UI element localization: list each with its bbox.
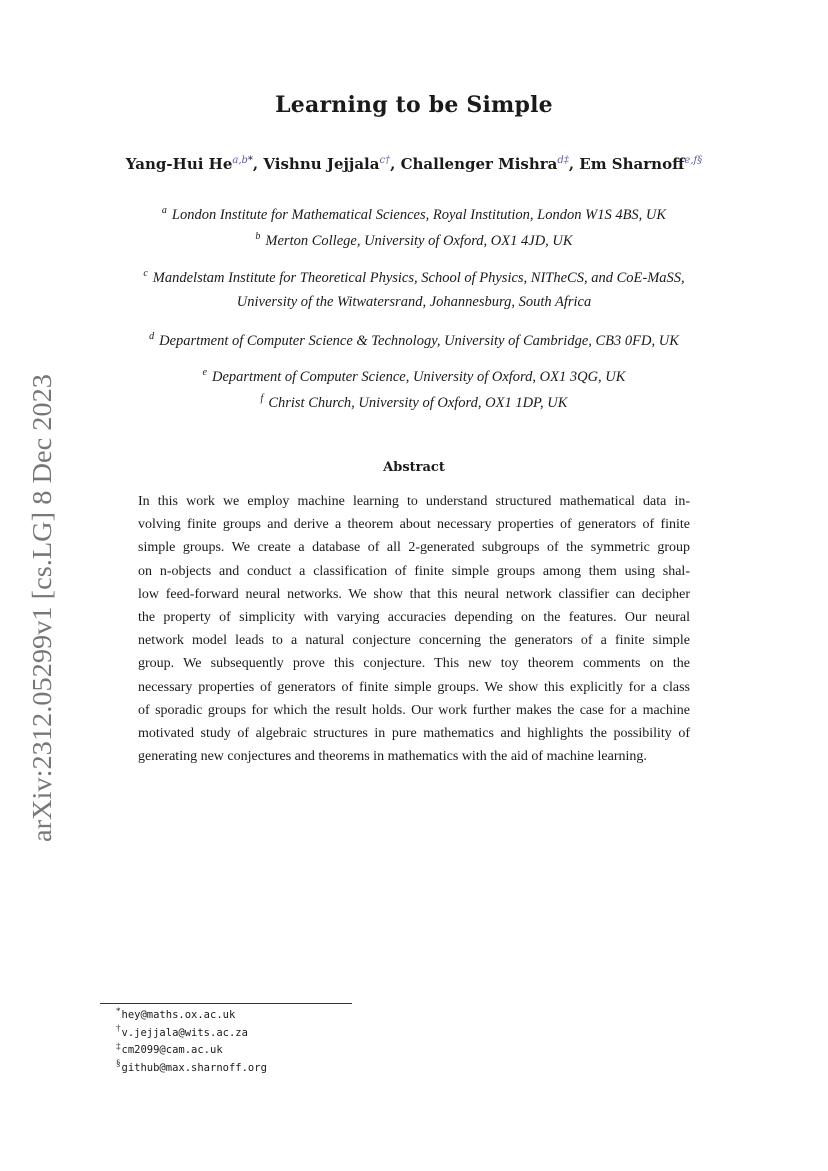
- affiliation-b: [0, 231, 828, 250]
- arxiv-stamp: [21, 372, 59, 842]
- author-affil-mark[interactable]: c: [379, 155, 386, 166]
- abstract-line: low feed-forward neural networks. We show that this neural network classifier can decipher: [138, 586, 690, 602]
- abstract-line: motivated study of algebraic structures in pure mathematics and highlights the possibility of: [138, 725, 690, 741]
- author-name: Vishnu Jejjala: [263, 155, 380, 173]
- footnotes: [116, 1007, 267, 1077]
- arxiv-stamp-text: arXiv:2312.05299v1 [cs.LG] 8 Dec 2023: [27, 396, 57, 842]
- abstract-line: In this work we employ machine learning to understand structured mathematical data in-: [138, 494, 690, 509]
- paper-title: Learning to be Simple: [275, 92, 553, 118]
- abstract-line: simple groups. We create a database of all 2-generated subgroups of the symmetric group: [138, 540, 690, 556]
- abstract-line: network model leads to a natural conjecture concerning the generators of a finite simple: [138, 633, 690, 649]
- abstract-line: of sporadic groups for which the result holds. Our work further makes the case for a machine: [138, 702, 690, 718]
- footnote-mark: ‡: [116, 1040, 121, 1051]
- author-list: [0, 155, 828, 173]
- affiliation-e: [0, 367, 828, 386]
- affiliation-c-continuation: University of the Witwatersrand, Johannesburg, South Africa: [236, 294, 592, 310]
- affiliation-d: [0, 331, 828, 350]
- abstract-line: on n-objects and conduct a classification of finite simple groups among them using shal-: [138, 563, 690, 579]
- abstract-heading: Abstract: [383, 460, 445, 475]
- author-separator: ,: [252, 155, 259, 173]
- abstract-line: volving finite groups and derive a theorem about necessary properties of generators of finite: [138, 517, 690, 533]
- abstract-line: generating new conjectures and theorems in mathematics with the aid of machine learning.: [138, 749, 647, 765]
- affiliation-text: Christ Church, University of Oxford, OX1 1DP, UK: [268, 394, 568, 411]
- footnote-mark: *: [116, 1005, 121, 1016]
- author-footnote-mark[interactable]: §: [697, 155, 703, 166]
- footnote-mark: †: [116, 1023, 121, 1033]
- author-affil-mark[interactable]: a,b: [232, 155, 248, 166]
- author-affil-mark[interactable]: d: [557, 155, 564, 166]
- affiliation-c: [0, 268, 828, 287]
- footnote-divider: [100, 1003, 352, 1004]
- author-footnote-mark[interactable]: ‡: [563, 155, 569, 166]
- affiliation-text: Department of Computer Science, University of Oxford, OX1 3QG, UK: [212, 368, 626, 385]
- footnote: [116, 1060, 267, 1078]
- author-name: Yang-Hui He: [125, 155, 233, 173]
- footnote: [116, 1025, 267, 1043]
- abstract-line: group. We subsequently prove this conjecture. This new toy theorem comments on the: [138, 656, 690, 672]
- abstract-body: [138, 490, 690, 768]
- affiliation-text: London Institute for Mathematical Sciences, Royal Institution, London W1S 4BS, UK: [171, 206, 667, 223]
- footnote-email[interactable]: cm2099@cam.ac.uk: [121, 1044, 223, 1056]
- author-separator: ,: [568, 155, 575, 173]
- affiliation-a: [0, 205, 828, 224]
- affiliation-mark: d: [149, 331, 155, 342]
- footnote-mark: §: [116, 1058, 121, 1068]
- affiliation-text: Mandelstam Institute for Theoretical Physics, School of Physics, NITheCS, and CoE-MaSS,: [152, 269, 685, 286]
- author-name: Em Sharnoff: [579, 155, 685, 173]
- author-name: Challenger Mishra: [400, 155, 558, 173]
- affiliation-text: Department of Computer Science & Technology, University of Cambridge, CB3 0FD, UK: [159, 332, 679, 349]
- affiliation-mark: c: [143, 268, 148, 279]
- affiliation-mark: f: [260, 393, 264, 404]
- footnote-email[interactable]: hey@maths.ox.ac.uk: [121, 1009, 236, 1021]
- footnote-email[interactable]: github@max.sharnoff.org: [121, 1061, 267, 1074]
- author-separator: ,: [390, 155, 396, 173]
- footnote: [116, 1042, 267, 1060]
- footnote-email[interactable]: v.jejjala@wits.ac.za: [121, 1026, 248, 1039]
- affiliation-mark: b: [255, 231, 261, 242]
- author-affil-mark[interactable]: e,f: [684, 155, 698, 166]
- affiliation-f: [0, 393, 828, 412]
- author-footnote-mark[interactable]: †: [385, 155, 391, 166]
- affiliation-text: Merton College, University of Oxford, OX1 4JD, UK: [265, 232, 573, 249]
- abstract-line: the property of simplicity with varying accuracies depending on the features. Our neural: [138, 609, 690, 625]
- footnote: [116, 1007, 267, 1025]
- abstract-line: necessary properties of generators of finite simple groups. We show this explicitly for a class: [138, 679, 690, 695]
- author-footnote-mark[interactable]: *: [247, 155, 253, 166]
- affiliation-mark: a: [161, 205, 167, 216]
- affiliation-mark: e: [202, 367, 207, 378]
